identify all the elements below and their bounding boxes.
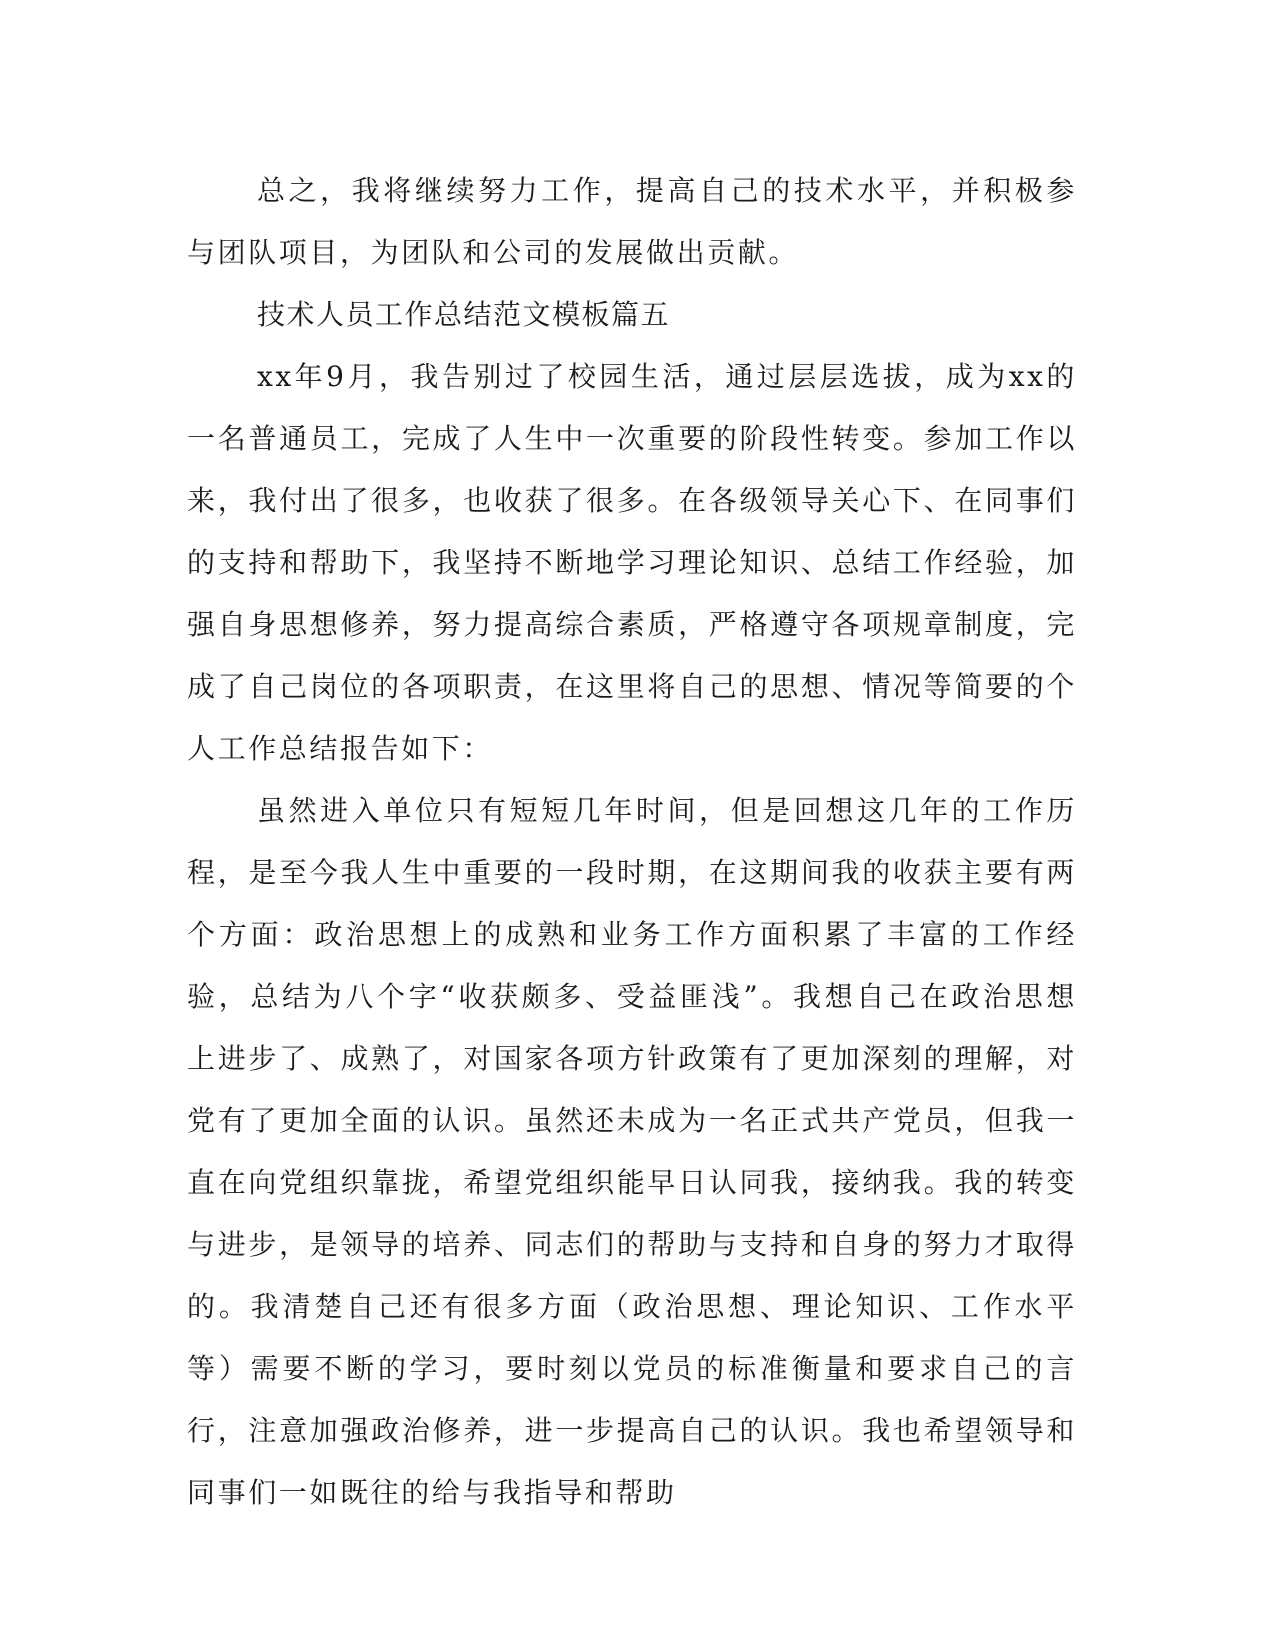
section-heading: 技术人员工作总结范文模板篇五	[257, 298, 671, 331]
paragraph-body: 虽然进入单位只有短短几年时间，但是回想这几年的工作历程，是至今我人生中重要的一段时期，在这期间我的收获主要有两个方面：政治思想上的成熟和业务工作方面积累了丰富的工作经验，总结为八个字“收获颇多、受益匪浅”。我想自己在政治思想上进步了、成熟了，对国家各项方针政策有了更加深刻的理解，对党有了更加全面的认识。虽然还未成为一名正式共产党员，但我一直在向党组织靠拢，希望党组织能早日认同我，接纳我。我的转变与进步，是领导的培养、同志们的帮助与支持和自身的努力才取得的。我清楚自己还有很多方面（政治思想、理论知识、工作水平等）需要不断的学习，要时刻以党员的标准衡量和要求自己的言行，注意加强政治修养，进一步提高自己的认识。我也希望领导和同事们一如既往的给与我指导和帮助	[187, 794, 1077, 1509]
paragraph-intro: xx年9月，我告别过了校园生活，通过层层选拔，成为xx的一名普通员工，完成了人生中一次重要的阶段性转变。参加工作以来，我付出了很多，也收获了很多。在各级领导关心下、在同事们的支持和帮助下，我坚持不断地学习理论知识、总结工作经验，加强自身思想修养，努力提高综合素质，严格遵守各项规章制度，完成了自己岗位的各项职责，在这里将自己的思想、情况等简要的个人工作总结报告如下：	[187, 360, 1077, 765]
document-page	[187, 160, 1077, 1524]
paragraph-conclusion: 总之，我将继续努力工作，提高自己的技术水平，并积极参与团队项目，为团队和公司的发展做出贡献。	[187, 174, 1077, 269]
